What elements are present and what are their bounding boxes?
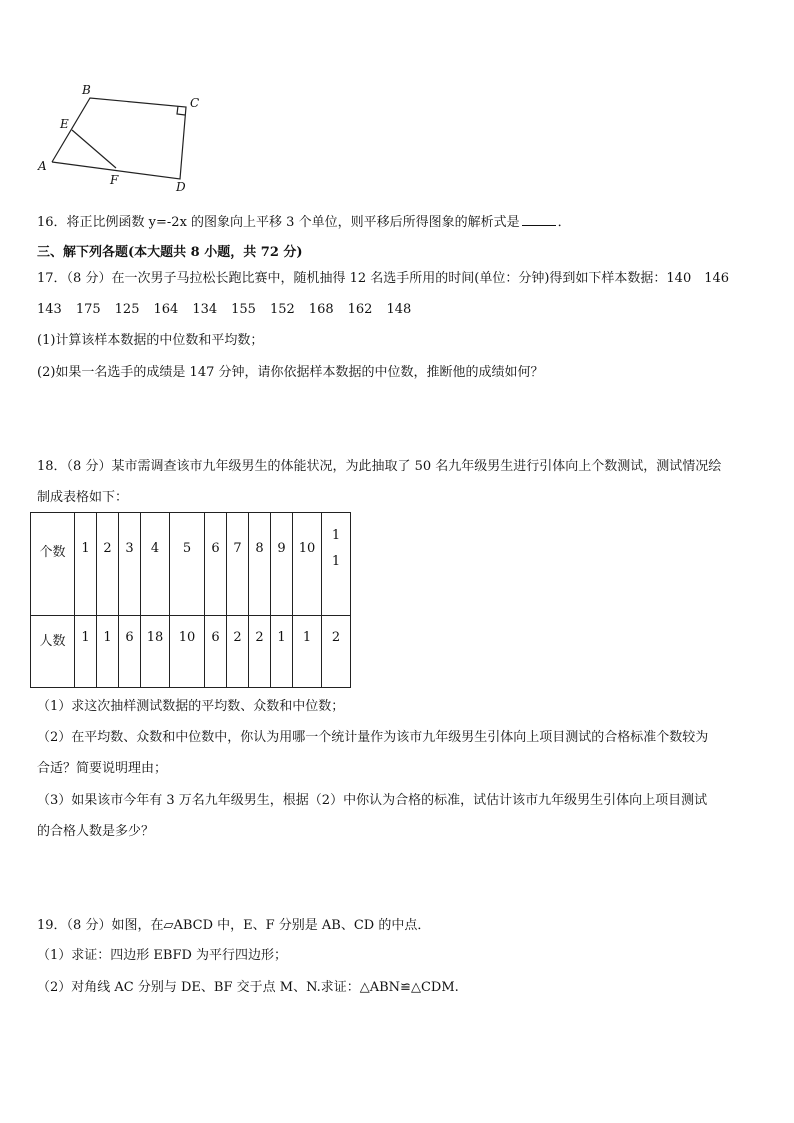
data-value: 175 bbox=[75, 302, 101, 317]
label-c: C bbox=[190, 96, 200, 110]
table-cell: 1 bbox=[75, 513, 97, 616]
question-16-text: 16．将正比例函数 y=-2x 的图象向上平移 3 个单位，则平移后所得图象的解析式是 bbox=[37, 215, 520, 230]
row-header-people: 人数 bbox=[31, 616, 75, 688]
question-17-part1: (1)计算该样本数据的中位数和平均数； bbox=[37, 333, 264, 348]
table-cell: 2 bbox=[249, 616, 271, 688]
label-d: D bbox=[176, 180, 186, 194]
question-17-line1: 17．（8 分）在一次男子马拉松长跑比赛中，随机抽得 12 名选手所用的时间(单位：分钟)得到如下样本数据：140 146 bbox=[37, 271, 730, 286]
question-18-part3a: （3）如果该市今年有 3 万名九年级男生，根据（2）中你认为合格的标准，试估计该市九年级男生引体向上项目测试 bbox=[37, 793, 708, 808]
question-16-end: ． bbox=[557, 215, 571, 230]
label-a: A bbox=[38, 159, 47, 173]
data-value: 134 bbox=[192, 302, 218, 317]
table-cell: 18 bbox=[141, 616, 170, 688]
table-cell: 8 bbox=[249, 513, 271, 616]
question-16 bbox=[37, 213, 571, 232]
table-cell: 5 bbox=[170, 513, 205, 616]
question-19-part2: （2）对角线 AC 分别与 DE、BF 交于点 M、N.求证：△ABN≌△CDM. bbox=[37, 980, 459, 995]
question-18-line2: 制成表格如下： bbox=[37, 490, 129, 505]
table-cell: 4 bbox=[141, 513, 170, 616]
section-heading: 三、解下列各题(本大题共 8 小题，共 72 分) bbox=[37, 245, 303, 260]
table-cell: 2 bbox=[227, 616, 249, 688]
table-cell: 6 bbox=[119, 616, 141, 688]
table-cell: 1 bbox=[271, 616, 293, 688]
row-header-count: 个数 bbox=[31, 513, 75, 616]
table-cell-stacked bbox=[322, 513, 351, 616]
question-18-part3b: 的合格人数是多少？ bbox=[37, 824, 155, 839]
question-18-part1: （1）求这次抽样测试数据的平均数、众数和中位数； bbox=[37, 699, 345, 714]
stacked-digit: 1 bbox=[331, 528, 341, 543]
table-row-people bbox=[31, 616, 351, 688]
data-value: 168 bbox=[308, 302, 334, 317]
label-f: F bbox=[110, 173, 119, 187]
answer-blank bbox=[522, 213, 556, 226]
table-cell: 1 bbox=[97, 616, 119, 688]
label-b: B bbox=[82, 83, 91, 97]
data-value: 143 bbox=[37, 302, 62, 317]
table-cell: 10 bbox=[293, 513, 322, 616]
table-cell: 1 bbox=[75, 616, 97, 688]
table-cell: 9 bbox=[271, 513, 293, 616]
table-cell: 1 bbox=[293, 616, 322, 688]
pullup-table bbox=[30, 512, 351, 688]
table-cell: 6 bbox=[205, 616, 227, 688]
quadrilateral-lines bbox=[52, 98, 186, 179]
question-18-part2b: 合适？简要说明理由； bbox=[37, 761, 168, 776]
question-17-part2: (2)如果一名选手的成绩是 147 分钟，请你依据样本数据的中位数，推断他的成绩如何？ bbox=[37, 365, 544, 380]
segment-ef bbox=[72, 130, 116, 168]
data-value: 164 bbox=[153, 302, 179, 317]
data-value: 162 bbox=[347, 302, 373, 317]
data-value: 148 bbox=[386, 302, 412, 317]
data-value: 155 bbox=[231, 302, 256, 317]
table-row-count bbox=[31, 513, 351, 616]
question-19-line1: 19．（8 分）如图，在▱ABCD 中，E、F 分别是 AB、CD 的中点． bbox=[37, 918, 431, 933]
quadrilateral-figure bbox=[30, 78, 220, 196]
table-cell: 2 bbox=[97, 513, 119, 616]
question-19-part1: （1）求证：四边形 EBFD 为平行四边形； bbox=[37, 948, 288, 963]
table-cell: 10 bbox=[170, 616, 205, 688]
table-cell: 2 bbox=[322, 616, 351, 688]
question-18-line1: 18．（8 分）某市需调查该市九年级男生的体能状况，为此抽取了 50 名九年级男生进行引体向上个数测试，测试情况绘 bbox=[37, 459, 722, 474]
stacked-digit: 1 bbox=[331, 554, 341, 569]
data-value: 152 bbox=[269, 302, 295, 317]
question-18-part2a: （2）在平均数、众数和中位数中，你认为用哪一个统计量作为该市九年级男生引体向上项目测试的合格标准个数较为 bbox=[37, 730, 709, 745]
table-cell: 3 bbox=[119, 513, 141, 616]
question-17-data bbox=[37, 301, 425, 319]
data-value: 125 bbox=[114, 302, 140, 317]
label-e: E bbox=[60, 117, 69, 131]
table-cell: 7 bbox=[227, 513, 249, 616]
edge-abcd bbox=[52, 98, 186, 179]
table-cell: 6 bbox=[205, 513, 227, 616]
